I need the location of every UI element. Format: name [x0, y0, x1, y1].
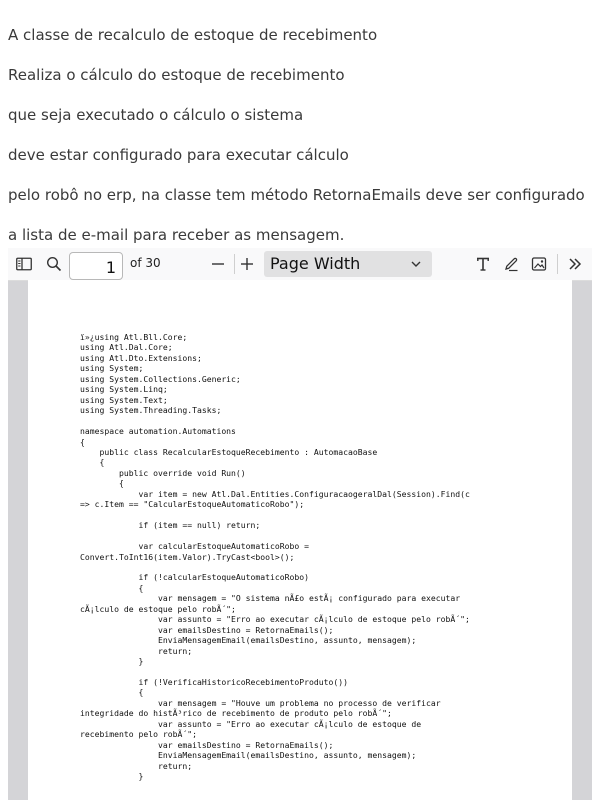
toolbar-divider: [234, 254, 235, 274]
plus-icon[interactable]: [237, 254, 257, 274]
paragraph-1: A classe de recalculo de estoque de recebimento: [8, 26, 378, 44]
page-count-label: of 30: [130, 256, 161, 270]
paragraph-5: pelo robô no erp, na classe tem método RetornaEmails deve ser configurado: [8, 186, 585, 204]
image-icon[interactable]: [529, 254, 549, 274]
paragraph-6: a lista de e-mail para receber as mensagem.: [8, 226, 345, 244]
page-number-input[interactable]: [69, 252, 123, 280]
pen-icon[interactable]: [501, 254, 521, 274]
text-tool-icon[interactable]: [473, 254, 493, 274]
toolbar-divider: [557, 254, 558, 274]
pdf-toolbar: [8, 248, 592, 281]
pdf-viewer: [8, 248, 592, 800]
paragraph-3: que seja executado o cálculo o sistema: [8, 106, 304, 124]
pdf-page: [28, 280, 572, 800]
sidebar-toggle-icon[interactable]: [14, 254, 34, 274]
zoom-select-value: Page Width: [270, 254, 361, 273]
paragraph-4: deve estar configurado para executar cálculo: [8, 146, 349, 164]
zoom-select[interactable]: [264, 251, 432, 277]
double-chevron-right-icon[interactable]: [565, 254, 585, 274]
search-icon[interactable]: [44, 254, 64, 274]
code-listing: ï»¿using Atl.Bll.Core; using Atl.Dal.Core; using Atl.Dto.Extensions; using System; using System.Collections.Generic; using System.Linq; using System.Text; using System.Threading.Tasks; namespace automation.Automations { public class RecalcularEstoqueRecebimento : AutomacaoBase { public override void Run() { var item = new Atl.Dal.Entities.ConfiguracaogeralDal(Session).Find(c => c.Item == "CalcularEstoqueAutomaticoRobo"); if (item == null) return; var calcularEstoqueAutomaticoRobo = Convert.ToInt16(item.Valor).TryCast<bool>(); if (!calcularEstoqueAutomaticoRobo) { var mensagem = "O sistema nÃ£o estÃ¡ configurado para executar cÃ¡lculo de estoque pelo robÃ´"; var assunto = "Erro ao executar cÃ¡lculo de estoque pelo robÃ´"; var emailsDestino = RetornaEmails(); EnviaMensagemEmail(emailsDestino, assunto, mensagem); return; } if (!VerificaHistoricoRecebimentoProduto()) { var mensagem = "Houve um problema no processo de verificar integridade do histÃ³rico de recebimento de produto pelo robÃ´"; var assunto = "Erro ao executar cÃ¡lculo de estoque de recebimento pelo robÃ´"; var emailsDestino = RetornaEmails(); EnviaMensagemEmail(emailsDestino, assunto, mensagem); return; }: [80, 332, 470, 782]
minus-icon[interactable]: [208, 254, 228, 274]
chevron-down-icon: [410, 255, 422, 274]
paragraph-2: Realiza o cálculo do estoque de recebimento: [8, 66, 345, 84]
